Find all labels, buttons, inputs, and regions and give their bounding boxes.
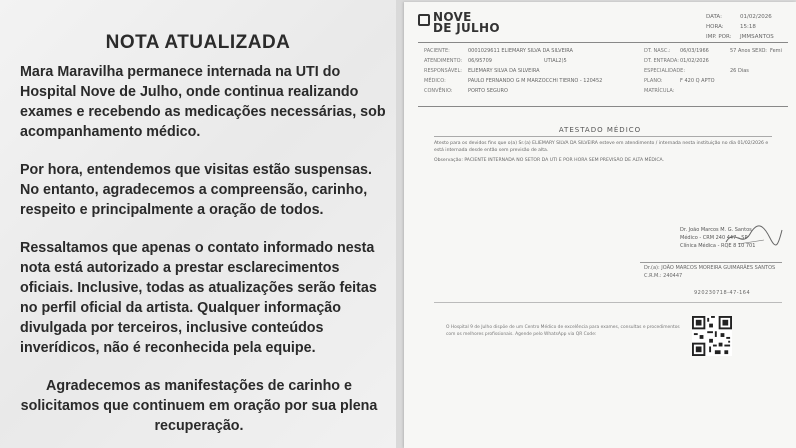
- stamp-line-1: Dr. João Marcos M. G. Santos: [680, 227, 752, 233]
- plano-label: PLANO:: [644, 78, 663, 84]
- sexo-value: Femi: [770, 48, 782, 54]
- certificate-observation: Observação: PACIENTE INTERNADA NO SETOR DA UTI E POR HORA SEM PREVISÃO DE ALTA MÉDICA.: [434, 158, 665, 163]
- matricula-label: MATRÍCULA:: [644, 88, 675, 94]
- doctor-stamp: [680, 226, 755, 250]
- signature-line: [640, 262, 782, 263]
- note-paragraph-2: Por hora, entendemos que visitas estão suspensas. No entanto, agradecemos a compreensão, carinho, respeito e principalmente a oração de todos.: [20, 162, 372, 218]
- doctor-info: [644, 264, 775, 280]
- note-paragraph-4: Agradecemos as manifestações de carinho e solicitamos que continuem em oração por sua plena recuperação.: [20, 378, 378, 434]
- medical-certificate: [404, 2, 796, 448]
- data-label: DATA:: [706, 14, 722, 20]
- atendimento-value: 06/95709: [468, 58, 492, 64]
- medico-value: PAULO FERNANDO G M MARZOCCHI TIERNO - 120452: [468, 78, 603, 84]
- logo-line-2: DE JULHO: [433, 21, 500, 35]
- dtnasc-label: DT. NASC.:: [644, 48, 671, 54]
- certificate-body: Atesto para os devidos fins que o(a) Sr.(a) ELIEMARY SILVA DA SILVEIRA esteve em atendimento / internada nesta instituição no dia 01/02/2026 e está internada desde então sem previsão de alta.: [434, 141, 769, 153]
- hora-label: HORA:: [706, 24, 724, 30]
- qr-code-icon: [692, 316, 732, 356]
- responsavel-label: RESPONSÁVEL:: [424, 68, 462, 74]
- logo-line-1: NOVE: [433, 10, 472, 24]
- imp-label: IMP. POR:: [706, 34, 732, 40]
- divider: [418, 106, 788, 107]
- medico-label: MÉDICO:: [424, 78, 446, 84]
- esp-label: ESPECIALIDADE:: [644, 68, 686, 74]
- responsavel-value: ELIEMARY SILVA DA SILVEIRA: [468, 68, 540, 74]
- stamp-line-3: Clínica Médica - RQE 8 10 701: [680, 243, 756, 249]
- note-paragraph-3: Ressaltamos que apenas o contato informado nesta nota está autorizado a prestar esclarecimentos oficiais. Inclusive, todas as atualizações serão feitas no perfil oficial da artista. Qualquer informação divulgada por terceiros, inclusive conteúdos inverídicos, não é reconhecida pela equipe.: [20, 240, 377, 356]
- data-value: 01/02/2026: [740, 14, 772, 20]
- divider: [434, 302, 782, 303]
- sexo-label: SEXO:: [752, 48, 767, 54]
- convenio-label: CONVÊNIO:: [424, 88, 453, 94]
- header-meta: [706, 12, 774, 42]
- divider: [434, 136, 772, 137]
- stamp-line-2: Médico - CRM 240 447 - SP: [680, 235, 748, 241]
- entrada-label: DT. ENTRADA:: [644, 58, 679, 64]
- dias-value: 26 Dias: [730, 68, 749, 74]
- note-panel: [0, 0, 396, 448]
- note-title: NOTA ATUALIZADA: [105, 32, 291, 53]
- hospital-logo-icon: [418, 14, 430, 26]
- hora-value: 15:18: [740, 24, 756, 30]
- footer-text: O Hospital 9 de Julho dispõe de um Centro Médico de excelência para exames, consultas e procedimentos com os melhores profissionais. Agende pelo WhatsApp via QR Code:: [446, 325, 680, 337]
- certificate-title: ATESTADO MÉDICO: [558, 126, 642, 134]
- plano-value: F 420 Q APTO: [680, 78, 715, 84]
- entrada-value: 01/02/2026: [680, 58, 709, 64]
- idade-value: 57 Anos: [730, 48, 751, 54]
- dtnasc-value: 06/03/1966: [680, 48, 709, 54]
- paciente-label: PACIENTE:: [424, 48, 450, 54]
- paciente-value: 0001029611 ELIEMARY SILVA DA SILVEIRA: [468, 48, 573, 54]
- hospital-logo: [418, 12, 500, 34]
- doctor-name: Dr.(a): JOÃO MARCOS MOREIRA GUIMARÃES SANTOS: [644, 265, 776, 271]
- divider: [418, 42, 788, 43]
- document-code: 920230718-47-164: [694, 290, 751, 296]
- doctor-crm: C.R.M.: 240447: [644, 273, 683, 279]
- convenio-value: PORTO SEGURO: [468, 88, 508, 94]
- document-photo: [396, 0, 796, 448]
- extra-value: UTIAL2)5: [544, 58, 567, 64]
- patient-info: [424, 46, 794, 96]
- note-paragraph-1: Mara Maravilha permanece internada na UTI do Hospital Nove de Julho, onde continua realizando exames e recebendo as medicações necessárias, sob acompanhamento médico.: [20, 64, 386, 140]
- imp-value: JMMSANTOS: [740, 34, 774, 40]
- atendimento-label: ATENDIMENTO:: [424, 58, 463, 64]
